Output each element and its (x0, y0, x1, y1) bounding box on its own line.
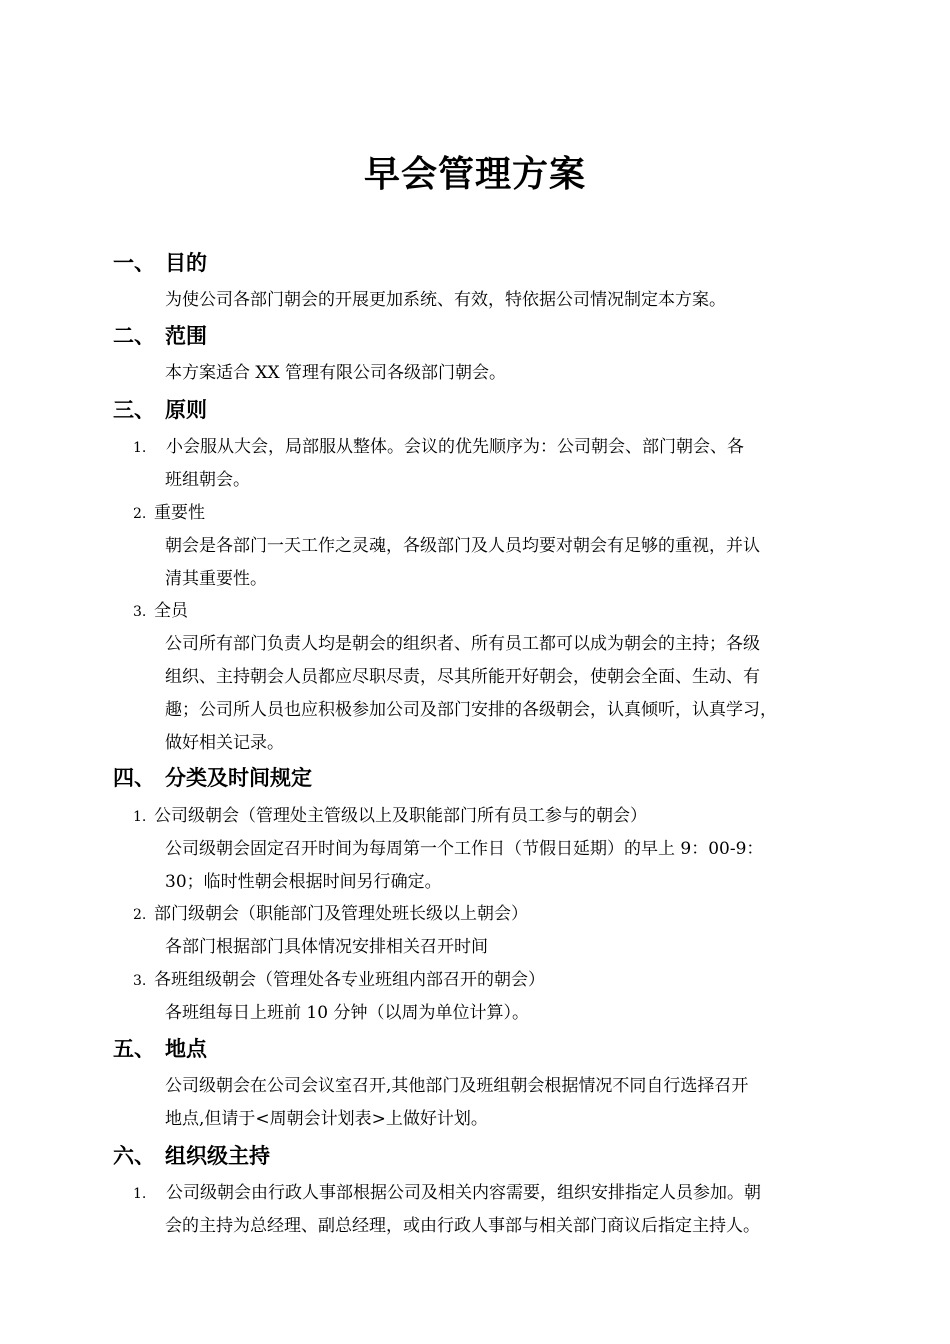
paragraph-line: 公司级朝会固定召开时间为每周第一个工作日（节假日延期）的早上 9：00-9： (165, 839, 764, 859)
paragraph-line: 各班组每日上班前 10 分钟（以周为单位计算）。 (165, 1003, 529, 1023)
list-text: 小会服从大会，局部服从整体。会议的优先顺序为：公司朝会、部门朝会、各 (166, 437, 744, 457)
list-number: 1. (133, 440, 147, 456)
section-number: 六、 (113, 1144, 155, 1168)
paragraph-line: 地点,但请于<周朝会计划表>上做好计划。 (165, 1109, 488, 1129)
list-item (133, 431, 744, 465)
list-item (133, 800, 647, 834)
paragraph-line: 做好相关记录。 (165, 733, 284, 753)
list-item (133, 964, 545, 998)
section-heading-purpose (113, 247, 207, 279)
list-label: 各班组级朝会（管理处各专业班组内部召开的朝会） (154, 970, 545, 990)
list-number: 3. (133, 604, 147, 620)
list-item (133, 1177, 761, 1211)
list-item (133, 595, 188, 629)
section-title: 组织级主持 (165, 1144, 270, 1168)
section-heading-principles (113, 394, 207, 426)
paragraph-line: 公司所有部门负责人均是朝会的组织者、所有员工都可以成为朝会的主持；各级 (165, 634, 760, 654)
list-text: 公司级朝会由行政人事部根据公司及相关内容需要，组织安排指定人员参加。朝 (166, 1183, 761, 1203)
section-number: 三、 (113, 398, 155, 422)
section-heading-scope (113, 320, 207, 352)
section-heading-categories (113, 762, 312, 794)
paragraph-line: 为使公司各部门朝会的开展更加系统、有效，特依据公司情况制定本方案。 (165, 290, 726, 310)
paragraph-line: 朝会是各部门一天工作之灵魂，各级部门及人员均要对朝会有足够的重视，并认 (165, 536, 760, 556)
section-title: 原则 (165, 398, 207, 422)
section-number: 一、 (113, 251, 155, 275)
section-number: 四、 (113, 766, 155, 790)
list-label: 公司级朝会（管理处主管级以上及职能部门所有员工参与的朝会） (154, 806, 647, 826)
section-heading-location (113, 1033, 207, 1065)
list-label: 全员 (154, 601, 188, 621)
list-number: 1. (133, 809, 147, 825)
list-item (133, 898, 528, 932)
section-title: 地点 (165, 1037, 207, 1061)
paragraph-line: 本方案适合 XX 管理有限公司各级部门朝会。 (165, 363, 507, 383)
list-item (133, 497, 205, 531)
paragraph-line: 会的主持为总经理、副总经理，或由行政人事部与相关部门商议后指定主持人。 (165, 1216, 760, 1236)
paragraph-line: 30；临时性朝会根据时间另行确定。 (165, 872, 442, 892)
list-number: 2. (133, 907, 147, 923)
paragraph-line: 趣；公司所人员也应积极参加公司及部门安排的各级朝会，认真倾听，认真学习， (165, 700, 777, 720)
section-title: 目的 (165, 251, 207, 275)
section-number: 二、 (113, 324, 155, 348)
paragraph-line: 组织、主持朝会人员都应尽职尽责，尽其所能开好朝会，使朝会全面、生动、有 (165, 667, 760, 687)
list-label: 重要性 (154, 503, 205, 523)
list-number: 2. (133, 506, 147, 522)
document-title: 早会管理方案 (363, 154, 586, 195)
paragraph-line: 公司级朝会在公司会议室召开,其他部门及班组朝会根据情况不同自行选择召开 (165, 1076, 749, 1096)
list-label: 部门级朝会（职能部门及管理处班长级以上朝会） (154, 904, 528, 924)
section-title: 范围 (165, 324, 207, 348)
paragraph-line: 班组朝会。 (165, 470, 250, 490)
list-number: 3. (133, 973, 147, 989)
section-number: 五、 (113, 1037, 155, 1061)
section-title: 分类及时间规定 (165, 766, 312, 790)
section-heading-organization (113, 1140, 270, 1172)
paragraph-line: 各部门根据部门具体情况安排相关召开时间 (165, 937, 488, 957)
list-number: 1. (133, 1186, 147, 1202)
paragraph-line: 清其重要性。 (165, 569, 267, 589)
